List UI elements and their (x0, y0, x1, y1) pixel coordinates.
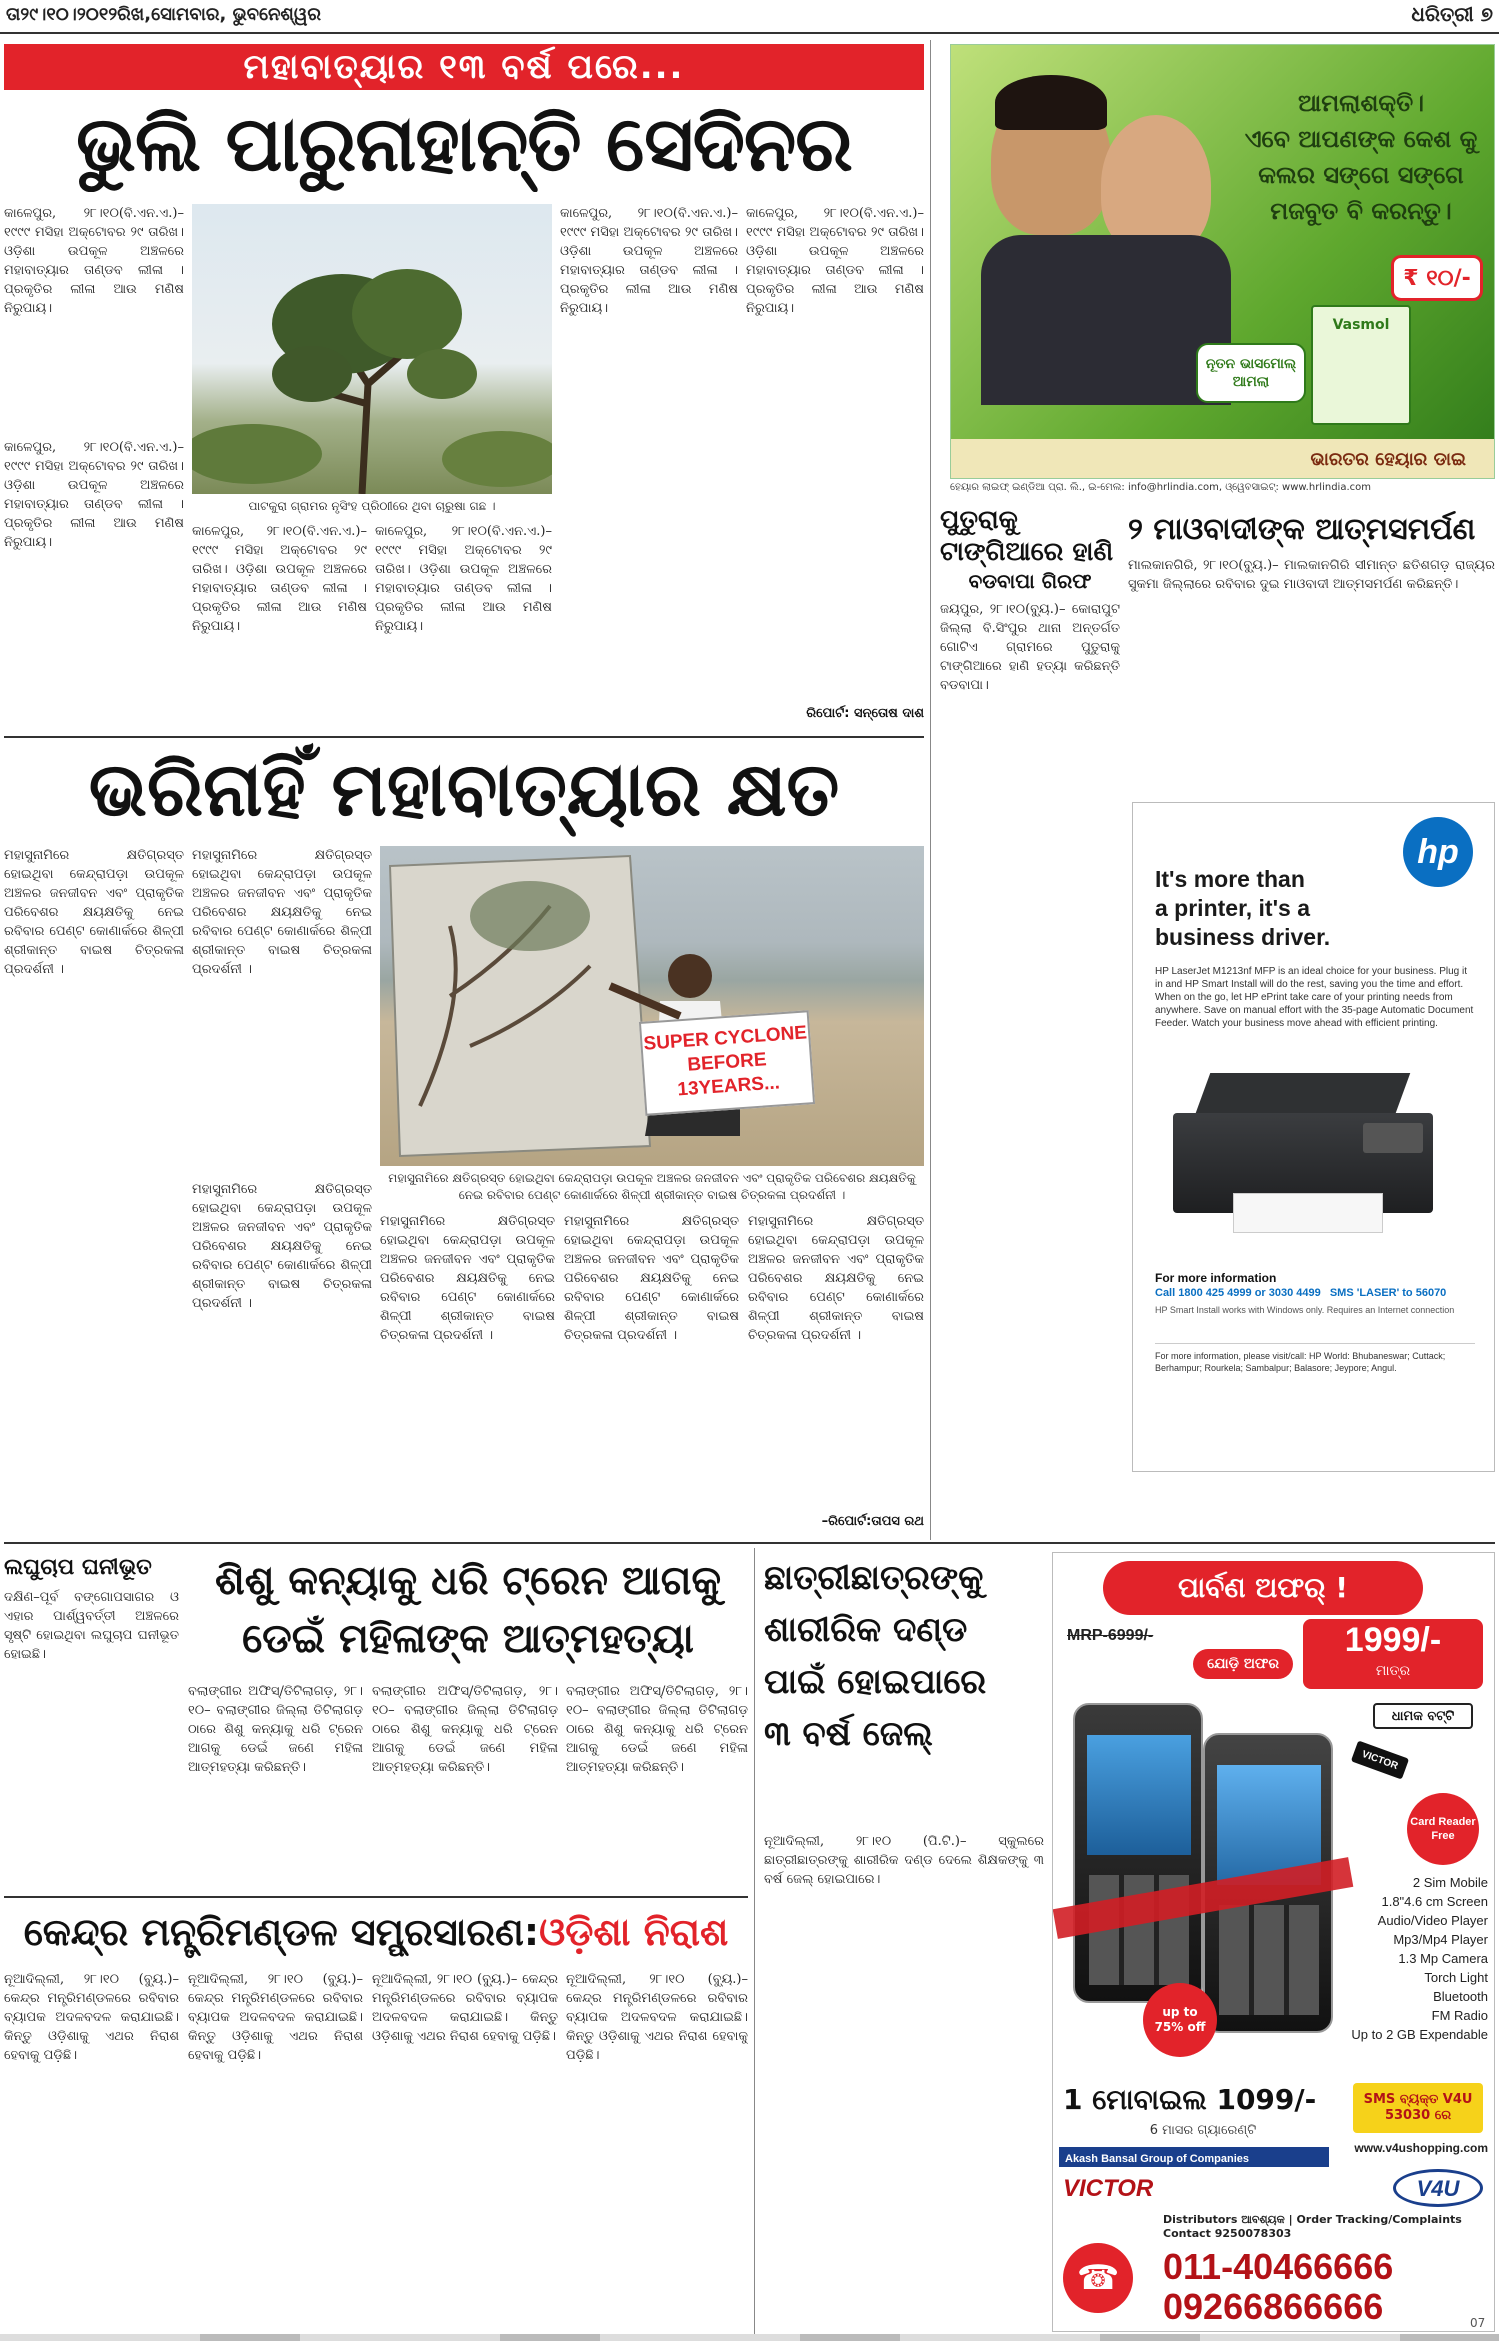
murder-headline: ପୁତୁରାକୁ ଟାଙ୍ଗିଆରେ ହାଣି (940, 505, 1114, 567)
v4u-features (1333, 1873, 1488, 2044)
v4u-feature: 1.3 Mp Camera (1398, 1951, 1488, 1966)
vasmol-tagline-bar (951, 439, 1495, 479)
cyclone-reporter: –ରିପୋର୍ଟ:ତାପସ ରଥ (821, 1514, 924, 1529)
hp-logo-text: hp (1417, 832, 1459, 871)
murder-body (940, 600, 1120, 1500)
printer-panel (1363, 1123, 1423, 1153)
v4u-feature: Audio/Video Player (1377, 1913, 1488, 1928)
vasmol-product-pill (1196, 343, 1306, 403)
v4u-phone-1-screen (1087, 1735, 1191, 1855)
suicide-headline-2: ଡେଇଁ ମହିଳାଙ୍କ ଆତ୍ମହତ୍ୟା (242, 1616, 694, 1662)
v4u-discount-badge (1143, 1983, 1217, 2057)
student-headline (764, 1552, 1044, 1822)
cyclone-body-col2b (192, 1180, 372, 1536)
v4u-dhamaka: ଧାମକ ବଟ୍ଟି (1373, 1703, 1473, 1729)
header-rule (0, 32, 1499, 34)
vertical-rule-lower (754, 1548, 755, 2338)
suicide-headline (188, 1552, 748, 1672)
vasmol-ad[interactable] (950, 44, 1495, 479)
lead-body-col3 (375, 522, 552, 728)
maoist-dateline: ମାଲକାନଗିରି, ୨୮।୧୦(ବ୍ୟୁ.)– ମାଲକାନଗିରି ସୀମାନ୍ତ ଛତିଶଗଡ଼ ରାଜ୍ୟର ସୁକମା ଜିଲ୍ଲାରେ ରବିବାର ଦୁଇ ମାଓବାଦୀ ଆତ୍ମସମର୍ପଣ କରିଛନ୍ତି। (1128, 558, 1495, 592)
vasmol-footer: ହେୟାର ଲାଇଫ୍ ଇଣ୍ଡିଆ ପ୍ରା. ଲି., ଇ-ମେଲ: info@hrlindia.com, ଓ୍ୱେବସାଇଟ୍: www.hrlindia.com (950, 482, 1371, 493)
cyclone-headline: ଭରିନାହିଁ ମହାବାତ୍ୟାର କ୍ଷତ (88, 747, 840, 833)
lead-filler-4: କାଳେପୁର, ୨୮।୧୦(ବି.ଏନ.ଏ.)– ୧୯୯୯ ମସିହା ଅକ୍ଟୋବର ୨୯ ତାରିଖ। ଓଡ଼ିଶା ଉପକୂଳ ଅଞ୍ଚଳରେ ମହାବାତ୍ୟାର ତାଣ୍ଡବ ଲୀଳା । ପ୍ରକୃତିର ଲୀଳା ଆଉ ମଣିଷ ନିରୁପାୟ। (560, 206, 738, 316)
hp-headline-2: a printer, it's a (1155, 895, 1311, 921)
pressure-body (4, 1588, 179, 1888)
lead-body-col4 (560, 204, 738, 728)
model-man-hair (995, 75, 1107, 130)
cyclone-body-col1 (4, 846, 184, 1536)
student-headline-4: ୩ ବର୍ଷ ଜେଲ୍ (764, 1714, 933, 1754)
v4u-distributors: Distributors ଆବଶ୍ୟକ | Order Tracking/Complaints Contact 9250078303 (1163, 2213, 1462, 2240)
v4u-feature: FM Radio (1431, 2008, 1488, 2023)
v4u-phone-number-2[interactable]: 09266866666 (1163, 2286, 1384, 2327)
hp-headline (1155, 865, 1415, 952)
v4u-feature: Bluetooth (1433, 1989, 1488, 2004)
lead-filler-1: କାଳେପୁର, ୨୮।୧୦(ବି.ଏନ.ଏ.)– ୧୯୯୯ ମସିହା ଅକ୍ଟୋବର ୨୯ ତାରିଖ। ଓଡ଼ିଶା ଉପକୂଳ ଅଞ୍ଚଳରେ ମହାବାତ୍ୟାର ତାଣ୍ଡବ ଲୀଳା । ପ୍ରକୃତିର ଲୀଳା ଆଉ ମଣିଷ ନିରୁପାୟ। (4, 440, 184, 550)
v4u-banner (1103, 1561, 1423, 1615)
lead-banner-text: ମହାବାତ୍ୟାର ୧୩ ବର୍ଷ ପରେ... (243, 47, 685, 87)
suicide-headline-1: ଶିଶୁ କନ୍ୟାକୁ ଧରି ଟ୍ରେନ ଆଗକୁ (214, 1558, 722, 1604)
tree-illustration (192, 204, 552, 494)
footer-page-number: 07 (1470, 2316, 1486, 2330)
pressure-headline: ଲଘୁଚାପ ଘନୀଭୂତ (4, 1555, 152, 1580)
v4u-card-reader-text: Card Reader Free (1410, 1816, 1476, 1842)
vasmol-copy (1236, 85, 1486, 229)
v4u-company: Akash Bansal Group of Companies (1065, 2153, 1249, 2165)
maoist-headline: ୨ ମାଓବାଦୀଙ୍କ ଆତ୍ମସମର୍ପଣ (1128, 512, 1476, 547)
student-headline-1: ଛାତ୍ରୀଛାତ୍ରଙ୍କୁ (764, 1558, 984, 1598)
v4u-price-suffix: ମାତ୍ର (1375, 1663, 1411, 1679)
cyclone-body-col4 (564, 1212, 739, 1536)
hp-headline-1: It's more than (1155, 866, 1305, 892)
v4u-brand-tag (1351, 1740, 1409, 1779)
cyclone-filler-1: ମହାସୁନାମିରେ କ୍ଷତିଗ୍ରସ୍ତ ହୋଇଥିବା କେନ୍ଦ୍ରାପଡ଼ା ଉପକୂଳ ଅଞ୍ଚଳର ଜନଜୀବନ ଏବଂ ପ୍ରାକୃତିକ ପରିବେଶର କ୍ଷୟକ୍ଷତିକୁ ନେଇ ରବିବାର ପେଣ୍ଟ କୋଣାର୍କରେ ଶିଳ୍ପୀ ଶ୍ରୀକାନ୍ତ ବାଇଷ ଚିତ୍ରକଳା ପ୍ରଦର୍ଶନୀ । (4, 848, 184, 977)
cyclone-body-col2 (192, 846, 372, 1176)
suicide-dateline: ବଲାଙ୍ଗୀର ଅଫିସ୍‌/ତିଟିଲାଗଡ଼, ୨୮।୧୦– ବଲାଙ୍ଗୀର ଜିଲ୍ଲା ତିଟିଲାଗଡ଼ ଠାରେ ଶିଶୁ କନ୍ୟାକୁ ଧରି ଟ୍ରେନ ଆଗକୁ ଡେଇଁ ଜଣେ ମହିଳା ଆତ୍ମହତ୍ୟା କରିଛନ୍ତି। (188, 1684, 363, 1775)
suicide-filler-1: ବଲାଙ୍ଗୀର ଅଫିସ୍‌/ତିଟିଲାଗଡ଼, ୨୮।୧୦– ବଲାଙ୍ଗୀର ଜିଲ୍ଲା ତିଟିଲାଗଡ଼ ଠାରେ ଶିଶୁ କନ୍ୟାକୁ ଧରି ଟ୍ରେନ ଆଗକୁ ଡେଇଁ ଜଣେ ମହିଳା ଆତ୍ମହତ୍ୟା କରିଛନ୍ତି। (372, 1684, 558, 1775)
cyclone-sign-text: SUPER CYCLONE BEFORE 13YEARS... (642, 1022, 808, 1101)
hp-dealers: For more information, please visit/call: HP World: Bhubaneswar; Cuttack; Berhampur; Rourkela; Sambalpur; Balasore; Jeypore; Angul. (1155, 1343, 1475, 1463)
lead-headline: ଭୁଲି ପାରୁନାହାନ୍ତି ସେଦିନର (76, 99, 852, 188)
v4u-offer-note: 6 ମାସର ଗ୍ୟାରେଣ୍ଟି (1149, 2123, 1257, 2138)
cyclone-sign (639, 1010, 815, 1116)
hp-info-title: For more information (1155, 1271, 1277, 1285)
footer-bar (0, 2334, 1499, 2341)
hp-info-sms: SMS 'LASER' to 56070 (1329, 1287, 1447, 1299)
v4u-feature: Up to 2 GB Expendable (1351, 2027, 1488, 2042)
hp-footnote: HP Smart Install works with Windows only. Requires an Internet connection (1155, 1305, 1455, 1315)
header-page-label: ଧରିତ୍ରୀ ୭ (1411, 2, 1493, 26)
v4u-feature: 1.8"4.6 cm Screen (1381, 1894, 1488, 1909)
model-woman (1101, 115, 1211, 255)
lead-filler-3: କାଳେପୁର, ୨୮।୧୦(ବି.ଏନ.ଏ.)– ୧୯୯୯ ମସିହା ଅକ୍ଟୋବର ୨୯ ତାରିଖ। ଓଡ଼ିଶା ଉପକୂଳ ଅଞ୍ଚଳରେ ମହାବାତ୍ୟାର ତାଣ୍ଡବ ଲୀଳା । ପ୍ରକୃତିର ଲୀଳା ଆଉ ମଣିଷ ନିରୁପାୟ। (375, 524, 552, 634)
v4u-price: 1999/- (1344, 1621, 1442, 1659)
cabinet-headline (4, 1902, 748, 1962)
maoist-body (1128, 556, 1495, 796)
cabinet-filler-3: ନୂଆଦିଲ୍ଲୀ, ୨୮।୧୦ (ବ୍ୟୁ.)– କେନ୍ଦ୍ର ମନ୍ତ୍ରିମଣ୍ଡଳରେ ରବିବାର ବ୍ୟାପକ ଅଦଳବଦଳ କରାଯାଇଛି। କିନ୍ତୁ ଓଡ଼ିଶାକୁ ଏଥର ନିରାଶ ହେବାକୁ ପଡ଼ିଛି। (566, 1972, 748, 2063)
v4u-price-box (1303, 1619, 1483, 1689)
suicide-body-col3 (566, 1682, 748, 1888)
v4u-banner-text: ପାର୍ବଣ ଅଫର୍ ! (1177, 1571, 1349, 1604)
lead-body-col2 (192, 522, 367, 728)
vasmol-product: ନୂତନ ଭାସମୋଲ୍ ଆମଲା (1205, 356, 1297, 390)
page-header (0, 0, 1499, 30)
v4u-website[interactable]: www.v4ushopping.com (1354, 2141, 1488, 2155)
model-clothes (981, 235, 1231, 405)
suicide-body-col2 (372, 1682, 558, 1888)
lead-body-col5 (746, 204, 924, 704)
murder-subhead: ବଡବାପା ଗିରଫ (968, 569, 1092, 593)
student-headline-3: ପାଇଁ ହୋଇପାରେ (764, 1662, 987, 1702)
v4u-phone-number-1[interactable]: 011-40466666 (1163, 2246, 1394, 2287)
v4u-discount: up to 75% off (1154, 2005, 1206, 2034)
v4u-pair: ଯୋଡ଼ି ଅଫର (1207, 1656, 1279, 1672)
cyclone-filler-4: ମହାସୁନାମିରେ କ୍ଷତିଗ୍ରସ୍ତ ହୋଇଥିବା କେନ୍ଦ୍ରାପଡ଼ା ଉପକୂଳ ଅଞ୍ଚଳର ଜନଜୀବନ ଏବଂ ପ୍ରାକୃତିକ ପରିବେଶର କ୍ଷୟକ୍ଷତିକୁ ନେଇ ରବିବାର ପେଣ୍ଟ କୋଣାର୍କରେ ଶିଳ୍ପୀ ଶ୍ରୀକାନ୍ତ ବାଇଷ ଚିତ୍ରକଳା ପ୍ରଦର୍ଶନୀ । (380, 1214, 555, 1343)
student-body (764, 1832, 1044, 2332)
v4u-feature: Mp3/Mp4 Player (1393, 1932, 1488, 1947)
v4u-phone-1 (1073, 1703, 1203, 2003)
cabinet-body-col1 (4, 1970, 179, 2330)
v4u-card-reader (1407, 1793, 1479, 1865)
vasmol-line4: ମଜବୁତ ବି କରନ୍ତୁ। (1270, 197, 1452, 225)
v4u-phone-2-keypad (1219, 1905, 1319, 2015)
pressure-dateline: ଦକ୍ଷିଣ–ପୂର୍ବ ବଙ୍ଗୋପସାଗର ଓ ଏହାର ପାର୍ଶ୍ୱବର୍ତ୍ତୀ ଅଞ୍ଚଳରେ ସୃଷ୍ଟି ହୋଇଥିବା ଲଘୁଚାପ ଘନୀଭୂତ ହୋଇଛି। (4, 1590, 179, 1662)
v4u-logo: V4U (1393, 2169, 1483, 2207)
cyclone-filler-5: ମହାସୁନାମିରେ କ୍ଷତିଗ୍ରସ୍ତ ହୋଇଥିବା କେନ୍ଦ୍ରାପଡ଼ା ଉପକୂଳ ଅଞ୍ଚଳର ଜନଜୀବନ ଏବଂ ପ୍ରାକୃତିକ ପରିବେଶର କ୍ଷୟକ୍ଷତିକୁ ନେଇ ରବିବାର ପେଣ୍ଟ କୋଣାର୍କରେ ଶିଳ୍ପୀ ଶ୍ରୀକାନ୍ତ ବାଇଷ ଚିତ୍ରକଳା ପ୍ରଦର୍ଶନୀ । (564, 1214, 739, 1343)
header-date: ତା୨୯।୧୦।୨୦୧୨ରିଖ,ସୋମବାର, ଭୁବନେଶ୍ୱର (6, 4, 322, 25)
hp-info (1155, 1271, 1475, 1318)
cabinet-body-col3 (372, 1970, 558, 2330)
vasmol-pack-brand: Vasmol (1332, 317, 1390, 333)
lead-banner (4, 44, 924, 90)
suicide-body-col1 (188, 1682, 363, 1888)
v4u-brand-tag-text: VICTOR (1360, 1748, 1400, 1772)
lower-rule (4, 1896, 748, 1898)
lead-reporter: ରିପୋର୍ଟ: ସନ୍ତୋଷ ଦାଶ (806, 706, 924, 721)
vasmol-line2: ଏବେ ଆପଣଙ୍କ କେଶ କୁ (1244, 125, 1478, 153)
hp-info-call: Call 1800 425 4999 or 3030 4499 (1155, 1287, 1321, 1299)
v4u-victor-logo: VICTOR (1063, 2175, 1154, 2202)
v4u-offer: 1 ମୋବାଇଲ 1099/- (1063, 2083, 1317, 2116)
lead-photo-caption: ପାଟକୁରା ଗ୍ରାମର ନୃସିଂହ ପ୍ରିଠାୀରେ ଥିବା ଚାରୁଷା ଗଛ । (248, 499, 496, 513)
vasmol-price: ₹ ୧୦/- (1403, 265, 1471, 291)
suicide-filler-2: ବଲାଙ୍ଗୀର ଅଫିସ୍‌/ତିଟିଲାଗଡ଼, ୨୮।୧୦– ବଲାଙ୍ଗୀର ଜିଲ୍ଲା ତିଟିଲାଗଡ଼ ଠାରେ ଶିଶୁ କନ୍ୟାକୁ ଧରି ଟ୍ରେନ ଆଗକୁ ଡେଇଁ ଜଣେ ମହିଳା ଆତ୍ମହତ୍ୟା କରିଛନ୍ତି। (566, 1684, 748, 1775)
v4u-feature: Torch Light (1424, 1970, 1488, 1985)
cabinet-filler-2: ନୂଆଦିଲ୍ଲୀ, ୨୮।୧୦ (ବ୍ୟୁ.)– କେନ୍ଦ୍ର ମନ୍ତ୍ରିମଣ୍ଡଳରେ ରବିବାର ବ୍ୟାପକ ଅଦଳବଦଳ କରାଯାଇଛି। କିନ୍ତୁ ଓଡ଼ିଶାକୁ ଏଥର ନିରାଶ ହେବାକୁ ପଡ଼ିଛି। (372, 1972, 558, 2044)
hp-body: HP LaserJet M1213nf MFP is an ideal choice for your business. Plug it in and HP Smart Install will do the rest, saving you the time and effort. When on the go, let HP ePrint take care of your printing needs from anywhere. Save on manual effort with the 35-page Automatic Document Feeder. Watch your business move ahead with efficient printing. (1155, 966, 1474, 1029)
v4u-pair-badge (1193, 1649, 1293, 1679)
lead-filler-2: କାଳେପୁର, ୨୮।୧୦(ବି.ଏନ.ଏ.)– ୧୯୯୯ ମସିହା ଅକ୍ଟୋବର ୨୯ ତାରିଖ। ଓଡ଼ିଶା ଉପକୂଳ ଅଞ୍ଚଳରେ ମହାବାତ୍ୟାର ତାଣ୍ଡବ ଲୀଳା । ପ୍ରକୃତିର ଲୀଳା ଆଉ ମଣିଷ ନିରୁପାୟ। (192, 524, 367, 634)
student-headline-2: ଶାରୀରିକ ଦଣ୍ଡ (764, 1610, 968, 1650)
cyclone-filler-6: ମହାସୁନାମିରେ କ୍ଷତିଗ୍ରସ୍ତ ହୋଇଥିବା କେନ୍ଦ୍ରାପଡ଼ା ଉପକୂଳ ଅଞ୍ଚଳର ଜନଜୀବନ ଏବଂ ପ୍ରାକୃତିକ ପରିବେଶର କ୍ଷୟକ୍ଷତିକୁ ନେଇ ରବିବାର ପେଣ୍ଟ କୋଣାର୍କରେ ଶିଳ୍ପୀ ଶ୍ରୀକାନ୍ତ ବାଇଷ ଚିତ୍ରକଳା ପ୍ରଦର୍ଶନୀ । (748, 1214, 924, 1343)
student-dateline: ନୂଆଦିଲ୍ଲୀ, ୨୮।୧୦ (ପି.ଟି.)– ସ୍କୁଲରେ ଛାତ୍ରୀଛାତ୍ରଙ୍କୁ ଶାରୀରିକ ଦଣ୍ଡ ଦେଲେ ଶିକ୍ଷକଙ୍କୁ ୩ ବର୍ଷ ଜେଲ୍ ହୋଇପାରେ। (764, 1834, 1044, 1887)
hp-ad[interactable] (1132, 802, 1495, 1472)
lead-dateline: କାଳେପୁର, ୨୮।୧୦(ବି.ଏନ.ଏ.)– ୧୯୯୯ ମସିହା ଅକ୍ଟୋବର ୨୯ ତାରିଖ। ଓଡ଼ିଶା ଉପକୂଳ ଅଞ୍ଚଳରେ ମହାବାତ୍ୟାର ତାଣ୍ଡବ ଲୀଳା । ପ୍ରକୃତିର ଲୀଳା ଆଉ ମଣିଷ ନିରୁପାୟ। (4, 206, 184, 316)
cyclone-body-col3 (380, 1212, 555, 1536)
cyclone-photo-caption: ମହାସୁନାମିରେ କ୍ଷତିଗ୍ରସ୍ତ ହୋଇଥିବା କେନ୍ଦ୍ରାପଡ଼ା ଉପକୂଳ ଅଞ୍ଚଳର ଜନଜୀବନ ଏବଂ ପ୍ରାକୃତିକ ପରିବେଶର କ୍ଷୟକ୍ଷତିକୁ ନେଇ ରବିବାର ପେଣ୍ଟ କୋଣାର୍କରେ ଶିଳ୍ପୀ ଶ୍ରୀକାନ୍ତ ବାଇଷ ଚିତ୍ରକଳା ପ୍ରଦର୍ଶନୀ । (388, 1171, 916, 1202)
lead-filler-5: କାଳେପୁର, ୨୮।୧୦(ବି.ଏନ.ଏ.)– ୧୯୯୯ ମସିହା ଅକ୍ଟୋବର ୨୯ ତାରିଖ। ଓଡ଼ିଶା ଉପକୂଳ ଅଞ୍ଚଳରେ ମହାବାତ୍ୟାର ତାଣ୍ଡବ ଲୀଳା । ପ୍ରକୃତିର ଲୀଳା ଆଉ ମଣିଷ ନିରୁପାୟ। (746, 206, 924, 316)
cabinet-body-col4 (566, 1970, 748, 2330)
cyclone-filler-2: ମହାସୁନାମିରେ କ୍ଷତିଗ୍ରସ୍ତ ହୋଇଥିବା କେନ୍ଦ୍ରାପଡ଼ା ଉପକୂଳ ଅଞ୍ଚଳର ଜନଜୀବନ ଏବଂ ପ୍ରାକୃତିକ ପରିବେଶର କ୍ଷୟକ୍ଷତିକୁ ନେଇ ରବିବାର ପେଣ୍ଟ କୋଣାର୍କରେ ଶିଳ୍ପୀ ଶ୍ରୀକାନ୍ତ ବାଇଷ ଚିତ୍ରକଳା ପ୍ରଦର୍ଶନୀ । (192, 848, 372, 977)
cyclone-filler-3: ମହାସୁନାମିରେ କ୍ଷତିଗ୍ରସ୍ତ ହୋଇଥିବା କେନ୍ଦ୍ରାପଡ଼ା ଉପକୂଳ ଅଞ୍ଚଳର ଜନଜୀବନ ଏବଂ ପ୍ରାକୃତିକ ପରିବେଶର କ୍ଷୟକ୍ଷତିକୁ ନେଇ ରବିବାର ପେଣ୍ଟ କୋଣାର୍କରେ ଶିଳ୍ପୀ ଶ୍ରୀକାନ୍ତ ବାଇଷ ଚିତ୍ରକଳା ପ୍ରଦର୍ଶନୀ । (192, 1182, 372, 1311)
hp-headline-3: business driver. (1155, 924, 1331, 950)
cabinet-dateline: ନୂଆଦିଲ୍ଲୀ, ୨୮।୧୦ (ବ୍ୟୁ.)– କେନ୍ଦ୍ର ମନ୍ତ୍ରିମଣ୍ଡଳରେ ରବିବାର ବ୍ୟାପକ ଅଦଳବଦଳ କରାଯାଇଛି। କିନ୍ତୁ ଓଡ଼ିଶାକୁ ଏଥର ନିରାଶ ହେବାକୁ ପଡ଼ିଛି। (4, 1972, 179, 2063)
murder-dateline: ଜୟପୁର, ୨୮।୧୦(ବ୍ୟୁ.)– କୋରାପୁଟ ଜିଲ୍ଲା ବି.ସିଂପୁର ଥାନା ଅନ୍ତର୍ଗତ ଗୋଟିଏ ଗ୍ରାମରେ ପୁତୁରାକୁ ଟାଙ୍ଗିଆରେ ହାଣି ହତ୍ୟା କରିଛନ୍ତି ବଡବାପା। (940, 602, 1120, 693)
vasmol-price-badge (1391, 255, 1483, 301)
cabinet-filler-1: ନୂଆଦିଲ୍ଲୀ, ୨୮।୧୦ (ବ୍ୟୁ.)– କେନ୍ଦ୍ର ମନ୍ତ୍ରିମଣ୍ଡଳରେ ରବିବାର ବ୍ୟାପକ ଅଦଳବଦଳ କରାଯାଇଛି। କିନ୍ତୁ ଓଡ଼ିଶାକୁ ଏଥର ନିରାଶ ହେବାକୁ ପଡ଼ିଛି। (188, 1972, 363, 2063)
vertical-rule-main (930, 40, 931, 1540)
cabinet-body-col2 (188, 1970, 363, 2330)
cabinet-headline-b: ଓଡ଼ିଶା ନିରାଶ (539, 1910, 729, 1954)
printer-paper (1233, 1193, 1383, 1233)
hp-printer (1163, 1063, 1463, 1263)
v4u-company-bar (1059, 2147, 1329, 2167)
vasmol-line3: କଲର ସଙ୍ଗେ ସଙ୍ଗେ (1258, 161, 1464, 189)
cabinet-headline-a: କେନ୍ଦ୍ର ମନ୍ତ୍ରିମଣ୍ଡଳ ସମ୍ପ୍ରସାରଣ: (23, 1910, 540, 1954)
v4u-feature: 2 Sim Mobile (1412, 1875, 1488, 1890)
vasmol-tagline: ଭାରତର ହେୟାର ଡାଇ (1310, 448, 1466, 470)
v4u-phone-icon: ☎ (1063, 2243, 1133, 2313)
v4u-sms-box (1353, 2083, 1483, 2133)
section-rule (4, 1542, 1495, 1544)
vasmol-pack (1311, 305, 1411, 425)
printer-top (1196, 1073, 1411, 1113)
lead-body-col1 (4, 438, 184, 728)
beach-painting-illustration (380, 846, 924, 1166)
lead-photo (192, 204, 552, 494)
cyclone-body-col5 (748, 1212, 924, 1512)
lead-rule (4, 736, 924, 738)
v4u-mrp: MRP-6999/- (1067, 1627, 1154, 1644)
vasmol-line1: ଆମଲାଶକ୍ତି। (1298, 89, 1424, 117)
v4u-sms: SMS ବ୍ୟକ୍ତ V4U 53030 ରେ (1363, 2092, 1473, 2123)
cyclone-photo (380, 846, 924, 1166)
v4u-ad[interactable] (1052, 1552, 1495, 2332)
